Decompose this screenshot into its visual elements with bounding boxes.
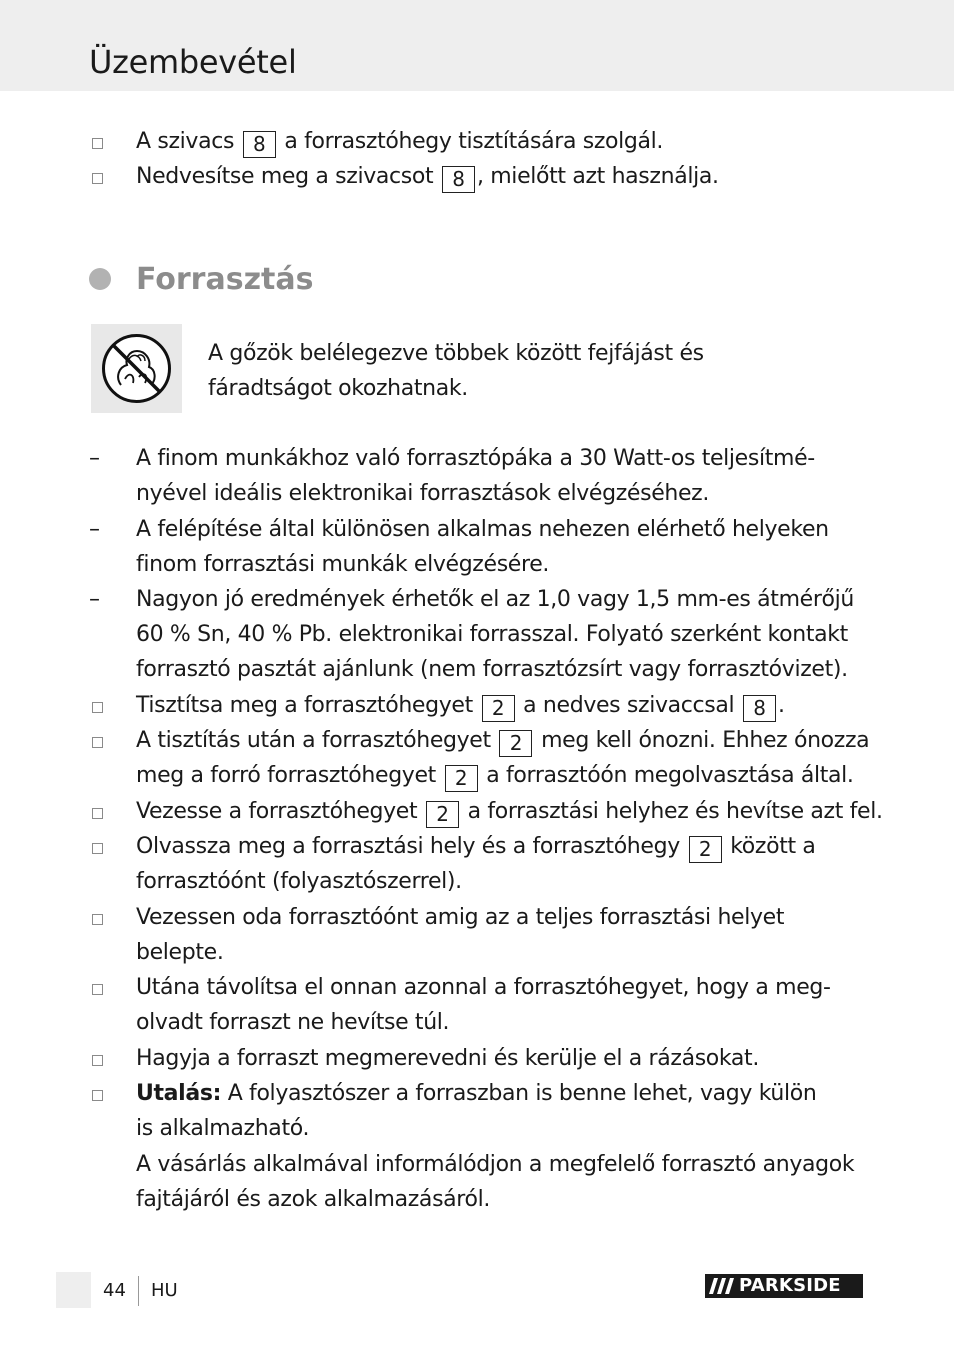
step-item-cont — [0, 758, 954, 793]
checkbox-bullet — [92, 984, 103, 995]
text: A finom munkákhoz való forrasztópáka a 30 Watt-os teljesítmé- — [136, 446, 815, 471]
section-title: Forrasztás — [136, 262, 314, 297]
step-item — [0, 829, 954, 864]
text: nyével ideális elektronikai forrasztások elvégzéséhez. — [136, 481, 710, 506]
text: A folyasztószer a forraszban is benne lehet, vagy külön — [221, 1081, 817, 1106]
text: A tisztítás után a forrasztóhegyet — [136, 728, 491, 753]
step-item — [0, 1041, 954, 1076]
checkbox-bullet — [92, 914, 103, 925]
text: Vezesse a forrasztóhegyet — [136, 799, 418, 824]
note-item — [0, 1076, 954, 1111]
warning-text: fáradtságot okozhatnak. — [208, 376, 468, 401]
dash-item — [0, 582, 954, 617]
note-label: Utalás: — [136, 1081, 222, 1106]
part-reference: 2 — [426, 801, 459, 828]
text: a nedves szivaccsal — [523, 693, 735, 718]
step-item — [0, 900, 954, 935]
warning-text: A gőzök belélegezve többek között fejfájást és — [208, 341, 704, 366]
text: Nagyon jó eredmények érhetők el az 1,0 vagy 1,5 mm-es átmérőjű — [136, 587, 854, 612]
page-title: Üzembevétel — [89, 43, 297, 81]
part-reference: 2 — [482, 695, 515, 722]
text: Olvassza meg a forrasztási hely és a forrasztóhegy — [136, 834, 680, 859]
text: Hagyja a forraszt megmerevedni és kerülje el a rázásokat. — [136, 1046, 759, 1071]
text: is alkalmazható. — [136, 1116, 310, 1141]
page-number: 44 — [103, 1280, 126, 1301]
intro-item — [0, 124, 954, 159]
part-reference: 2 — [445, 765, 478, 792]
checkbox-bullet — [92, 843, 103, 854]
checkbox-bullet — [92, 737, 103, 748]
dash-item — [0, 512, 954, 547]
dash-bullet: – — [89, 587, 100, 612]
dash-item-cont — [0, 617, 954, 652]
no-fumes-icon — [99, 331, 174, 406]
text: . — [777, 693, 785, 718]
checkbox-bullet — [92, 1055, 103, 1066]
step-item — [0, 723, 954, 758]
intro-item — [0, 159, 954, 194]
text: között a — [730, 834, 816, 859]
text: a forrasztási helyhez és hevítse azt fel. — [467, 799, 883, 824]
footer-tab — [56, 1272, 91, 1308]
text: Nedvesítse meg a szivacsot — [136, 164, 434, 189]
brand-logo — [705, 1274, 863, 1298]
text: a forrasztóón megolvasztása által. — [486, 763, 854, 788]
text: A vásárlás alkalmával informálódjon a megfelelő forrasztó anyagok — [136, 1152, 855, 1177]
note-item-cont — [0, 1111, 954, 1146]
text: fajtájáról és azok alkalmazásáról. — [136, 1187, 491, 1212]
step-item — [0, 688, 954, 723]
part-reference: 8 — [442, 166, 475, 193]
text: , mielőtt azt használja. — [476, 164, 719, 189]
footer-divider — [138, 1276, 139, 1306]
step-item-cont — [0, 864, 954, 899]
text: 60 % Sn, 40 % Pb. elektronikai forrasszal. Folyató szerként kontakt — [136, 622, 848, 647]
step-item — [0, 970, 954, 1005]
language-code: HU — [151, 1280, 178, 1301]
part-reference: 2 — [689, 836, 722, 863]
checkbox-bullet — [92, 1090, 103, 1101]
text: Utána távolítsa el onnan azonnal a forrasztóhegyet, hogy a meg- — [136, 975, 831, 1000]
text: Vezessen oda forrasztóónt amig az a teljes forrasztási helyet — [136, 905, 785, 930]
step-item-cont — [0, 935, 954, 970]
text: forrasztó pasztát ajánlunk (nem forrasztózsírt vagy forrasztóvizet). — [136, 657, 848, 682]
text: A felépítése által különösen alkalmas nehezen elérhető helyeken — [136, 517, 829, 542]
dash-item-cont — [0, 547, 954, 582]
warning-pictogram — [91, 324, 182, 413]
dash-bullet: – — [89, 517, 100, 542]
text: belepte. — [136, 940, 224, 965]
note-item-cont — [0, 1182, 954, 1217]
checkbox-bullet — [92, 702, 103, 713]
section-bullet-icon — [89, 268, 111, 290]
checkbox-bullet — [92, 808, 103, 819]
brand-stripes-icon — [709, 1278, 737, 1294]
text: meg kell ónozni. Ehhez ónozza — [541, 728, 870, 753]
part-reference: 8 — [243, 131, 276, 158]
part-reference: 8 — [743, 695, 776, 722]
text: olvadt forraszt ne hevítse túl. — [136, 1010, 450, 1035]
part-reference: 2 — [499, 730, 532, 757]
step-item-cont — [0, 1005, 954, 1040]
text: a forrasztóhegy tisztítására szolgál. — [284, 129, 664, 154]
dash-item-cont — [0, 476, 954, 511]
dash-item-cont — [0, 652, 954, 687]
checkbox-bullet — [92, 138, 103, 149]
dash-item — [0, 441, 954, 476]
dash-bullet: – — [89, 446, 100, 471]
text: Tisztítsa meg a forrasztóhegyet — [136, 693, 473, 718]
brand-name: PARKSIDE — [739, 1275, 841, 1296]
text: forrasztóónt (folyasztószerrel). — [136, 869, 462, 894]
text: finom forrasztási munkák elvégzésére. — [136, 552, 550, 577]
text: meg a forró forrasztóhegyet — [136, 763, 436, 788]
note-item-cont — [0, 1147, 954, 1182]
checkbox-bullet — [92, 173, 103, 184]
step-item — [0, 794, 954, 829]
text: A szivacs — [136, 129, 235, 154]
